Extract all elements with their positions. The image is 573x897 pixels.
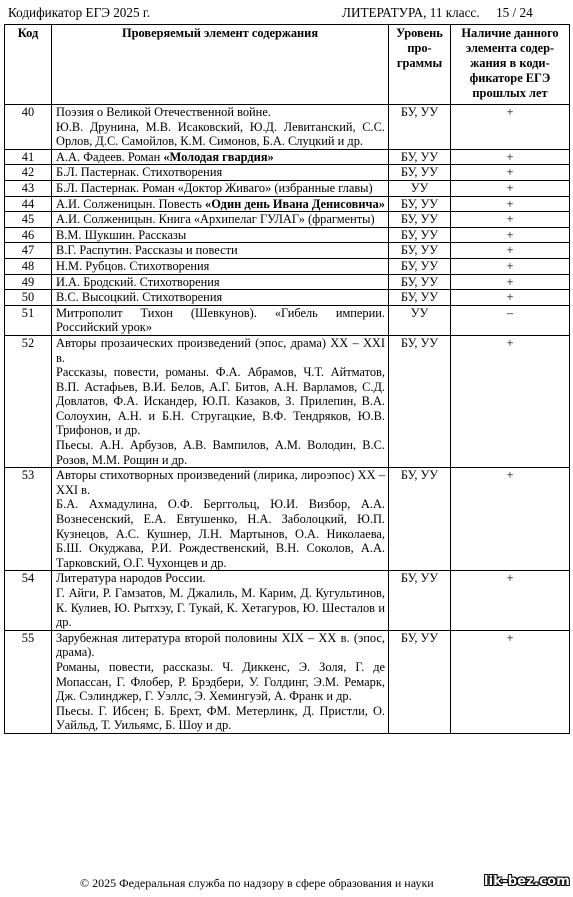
row-code: 48	[5, 258, 52, 274]
element-text: А.И. Солженицын. Повесть	[56, 196, 206, 211]
row-level: БУ, УУ	[389, 335, 451, 467]
row-presence: +	[451, 227, 570, 243]
row-presence: +	[451, 335, 570, 467]
column-header-element: Проверяемый элемент содержания	[52, 25, 389, 105]
row-element	[52, 180, 389, 196]
table-row	[5, 149, 570, 165]
row-presence: +	[451, 274, 570, 290]
row-element	[52, 468, 389, 571]
row-presence: +	[451, 196, 570, 212]
row-code: 52	[5, 335, 52, 467]
element-text-line: Б.А. Ахмадулина, О.Ф. Берггольц, Ю.И. Визбор, А.А. Вознесенский, Е.А. Евтушенко, Н.А. Заболоцкий, Ю.П. Кузнецов, А.С. Кушнер, Л.Н. Мартынов, О.А. Николаева, Б.Ш. Окуджава, Р.И. Рождественский, В.Н. Соколов, А.А. Тарковский, О.Г. Чухонцев и др.	[56, 497, 385, 570]
row-element	[52, 305, 389, 335]
row-presence: +	[451, 212, 570, 228]
table-row	[5, 630, 570, 733]
table-row	[5, 227, 570, 243]
element-text-line: Авторы стихотворных произведений (лирика, лироэпос) XX – XXI в.	[56, 468, 385, 497]
element-text-line: Поэзия о Великой Отечественной войне.	[56, 105, 271, 119]
table-row	[5, 105, 570, 150]
element-text-line: Литература народов России.	[56, 571, 206, 586]
row-level: БУ, УУ	[389, 274, 451, 290]
element-text-line: Пьесы. Г. Ибсен; Б. Брехт, ФМ. Метерлинк, Д. Пристли, О. Уайльд, Т. Уильямс, Б. Шоу и др.	[56, 703, 385, 733]
row-level: БУ, УУ	[389, 227, 451, 243]
element-text-line: В.Г. Распутин. Рассказы и повести	[56, 243, 238, 258]
table-header-row	[5, 25, 570, 105]
table-row	[5, 335, 570, 467]
row-presence: +	[451, 105, 570, 150]
row-element	[52, 165, 389, 181]
copyright-text: © 2025 Федеральная служба по надзору в сфере образования и науки	[80, 876, 434, 890]
content-table	[4, 24, 570, 734]
row-presence: +	[451, 468, 570, 571]
element-text-line: Рассказы, повести, романы. Ф.А. Абрамов, Ч.Т. Айтматов, В.П. Астафьев, В.И. Белов, А.Г. Битов, А.Н. Варламов, С.Д. Довлатов, Ф.А. Искандер, Ю.П. Казаков, З. Прилепин, В.А. Солоухин, А.Н. и Б.Н. Стругацкие, В.Ф. Тендряков, Ю.В. Трифонов, и др.	[56, 365, 385, 438]
row-code: 45	[5, 212, 52, 228]
row-element	[52, 196, 389, 212]
row-element	[52, 571, 389, 630]
row-presence: +	[451, 243, 570, 259]
row-level: БУ, УУ	[389, 468, 451, 571]
element-text-line: Н.М. Рубцов. Стихотворения	[56, 258, 210, 273]
row-presence: +	[451, 290, 570, 306]
site-watermark: lik-bez.com	[484, 874, 570, 889]
element-text-line: И.А. Бродский. Стихотворения	[56, 274, 220, 289]
table-row	[5, 243, 570, 259]
row-level: БУ, УУ	[389, 105, 451, 150]
row-presence: +	[451, 571, 570, 630]
row-code: 41	[5, 149, 52, 165]
row-element	[52, 212, 389, 228]
row-code: 53	[5, 468, 52, 571]
element-text-line: Романы, повести, рассказы. Ч. Диккенс, Э. Золя, Г. де Мопассан, Г. Флобер, Р. Брэдбери, У. Голдинг, Э.М. Ремарк, Дж. Сэлинджер, Г. Уэллс, Э. Хемингуэй, А. Франк и др.	[56, 659, 385, 704]
row-level: БУ, УУ	[389, 196, 451, 212]
element-text-line: В.С. Высоцкий. Стихотворения	[56, 290, 223, 305]
row-code: 55	[5, 630, 52, 733]
table-row	[5, 212, 570, 228]
column-header-level: Уровень про- граммы	[389, 25, 451, 105]
row-level: БУ, УУ	[389, 149, 451, 165]
table-row	[5, 305, 570, 335]
row-level: БУ, УУ	[389, 212, 451, 228]
table-row	[5, 468, 570, 571]
element-text-line: Митрополит Тихон (Шевкунов). «Гибель империи. Российский урок»	[56, 305, 385, 335]
row-level: БУ, УУ	[389, 165, 451, 181]
element-text-line: Пьесы. А.Н. Арбузов, А.В. Вампилов, А.М. Володин, В.С. Розов, М.М. Рощин и др.	[56, 438, 385, 467]
table-row	[5, 180, 570, 196]
row-element	[52, 290, 389, 306]
row-code: 49	[5, 274, 52, 290]
element-text-line: Б.Л. Пастернак. Стихотворения	[56, 165, 223, 180]
element-text-line: Б.Л. Пастернак. Роман «Доктор Живаго» (избранные главы)	[56, 180, 373, 195]
row-presence: +	[451, 630, 570, 733]
table-row	[5, 258, 570, 274]
table-row	[5, 274, 570, 290]
row-code: 43	[5, 180, 52, 196]
row-presence: +	[451, 165, 570, 181]
row-level: БУ, УУ	[389, 243, 451, 259]
row-element	[52, 243, 389, 259]
row-presence: +	[451, 180, 570, 196]
codifier-title: Кодификатор ЕГЭ 2025 г.	[8, 5, 151, 20]
table-row	[5, 571, 570, 630]
row-level: УУ	[389, 305, 451, 335]
row-element	[52, 227, 389, 243]
element-text-line: Зарубежная литература второй половины XIX – XX в. (эпос, драма).	[56, 630, 385, 660]
work-title-bold: «Молодая гвардия»	[163, 149, 274, 164]
row-level: БУ, УУ	[389, 290, 451, 306]
row-presence: –	[451, 305, 570, 335]
element-text-line: Ю.В. Друнина, М.В. Исаковский, Ю.Д. Левитанский, С.С. Орлов, Д.С. Самойлов, К.М. Симонов, Б.А. Слуцкий и др.	[56, 119, 385, 149]
row-code: 42	[5, 165, 52, 181]
table-row	[5, 290, 570, 306]
element-text-line: Авторы прозаических произведений (эпос, драма) XX – XXI в.	[56, 335, 385, 365]
row-code: 40	[5, 105, 52, 150]
row-level: БУ, УУ	[389, 571, 451, 630]
table-row	[5, 165, 570, 181]
row-element	[52, 630, 389, 733]
page-header	[0, 4, 573, 22]
row-element	[52, 105, 389, 150]
row-element	[52, 335, 389, 467]
row-element	[52, 149, 389, 165]
column-header-presence: Наличие данного элемента содер- жания в коди- фикаторе ЕГЭ прошлых лет	[451, 25, 570, 105]
subject-page-number: ЛИТЕРАТУРА, 11 класс. 15 / 24	[342, 5, 533, 20]
element-text-line: В.М. Шукшин. Рассказы	[56, 227, 187, 242]
row-level: БУ, УУ	[389, 258, 451, 274]
row-element	[52, 274, 389, 290]
row-code: 54	[5, 571, 52, 630]
table-row	[5, 196, 570, 212]
row-code: 51	[5, 305, 52, 335]
row-code: 47	[5, 243, 52, 259]
column-header-code: Код	[5, 25, 52, 105]
row-code: 44	[5, 196, 52, 212]
row-code: 50	[5, 290, 52, 306]
row-presence: +	[451, 149, 570, 165]
work-title-bold: «Один день Ивана Денисовича»	[205, 196, 385, 211]
element-text-line: Г. Айги, Р. Гамзатов, М. Джалиль, М. Карим, Д. Кугультинов, К. Кулиев, Ю. Рытхэу, Г. Тукай, К. Хетагуров, Ю. Шесталов и др.	[56, 586, 385, 630]
page-footer	[0, 875, 573, 891]
row-level: БУ, УУ	[389, 630, 451, 733]
row-element	[52, 258, 389, 274]
row-presence: +	[451, 258, 570, 274]
row-code: 46	[5, 227, 52, 243]
element-text-line: А.И. Солженицын. Книга «Архипелаг ГУЛАГ» (фрагменты)	[56, 212, 375, 227]
row-level: УУ	[389, 180, 451, 196]
element-text: А.А. Фадеев. Роман	[56, 149, 164, 164]
